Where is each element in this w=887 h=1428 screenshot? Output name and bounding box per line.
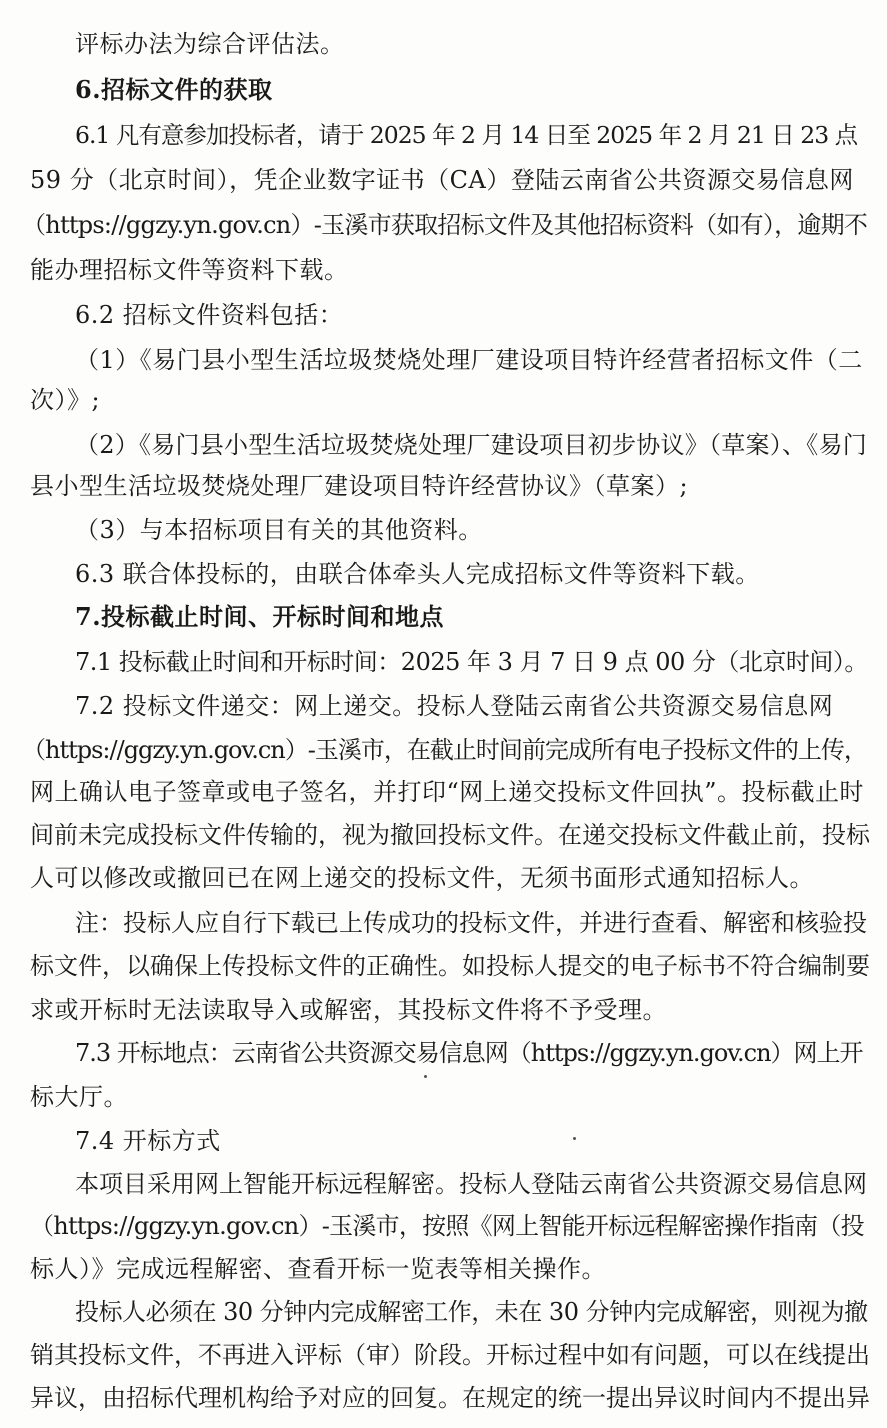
text-line: （https://ggzy.yn.gov.cn）-玉溪市获取招标文件及其他招标资料（如有），逾期不	[22, 211, 868, 239]
text-line: 6.1 凡有意参加投标者，请于 2025 年 2 月 14 日至 2025 年 2 月 21 日 23 点	[75, 121, 858, 149]
text-line: 标大厅。	[30, 1083, 128, 1111]
text-line: 求或开标时无法读取导入或解密，其投标文件将不予受理。	[30, 996, 667, 1024]
section-heading: 7.投标截止时间、开标时间和地点	[75, 602, 445, 631]
text-line: 评标办法为综合评估法。	[75, 30, 345, 58]
scan-speck	[573, 1137, 576, 1140]
text-line: 人可以修改或撤回已在网上递交的投标文件，无须书面形式通知招标人。	[30, 864, 814, 892]
text-line: （https://ggzy.yn.gov.cn）-玉溪市，按照《网上智能开标远程解密操作指南（投	[30, 1212, 864, 1240]
list-item: （2）《易门县小型生活垃圾焚烧处理厂建设项目初步协议》（草案）、《易门	[75, 431, 868, 459]
text-line: 7.1 投标截止时间和开标时间：2025 年 3 月 7 日 9 点 00 分（北京时间）。	[75, 648, 868, 676]
note-line: 注：投标人应自行下载已上传成功的投标文件，并进行查看、解密和核验投	[75, 909, 867, 937]
text-line: 县小型生活垃圾焚烧处理厂建设项目特许经营协议》（草案）;	[30, 472, 689, 500]
text-line: 异议，由招标代理机构给予对应的回复。在规定的统一提出异议时间内不提出异	[30, 1384, 870, 1412]
list-item: （3）与本招标项目有关的其他资料。	[75, 516, 483, 544]
section-heading: 6.招标文件的获取	[75, 75, 273, 104]
list-item: （1）《易门县小型生活垃圾焚烧处理厂建设项目特许经营者招标文件（二	[75, 346, 863, 374]
text-line: 能办理招标文件等资料下载。	[30, 256, 349, 284]
text-line: 6.3 联合体投标的，由联合体牵头人完成招标文件等资料下载。	[75, 560, 760, 588]
text-line: 标人）》完成远程解密、查看开标一览表等相关操作。	[30, 1255, 606, 1283]
text-line: 销其投标文件，不再进入评标（审）阶段。开标过程中如有问题，可以在线提出	[30, 1341, 870, 1369]
text-line: 59 分（北京时间），凭企业数字证书（CA）登陆云南省公共资源交易信息网	[30, 166, 854, 194]
text-line: 标文件，以确保上传投标文件的正确性。如投标人提交的电子标书不符合编制要	[30, 952, 870, 980]
text-line: 间前未完成投标文件传输的，视为撤回投标文件。在递交投标文件截止前，投标	[30, 821, 870, 849]
text-line: 网上确认电子签章或电子签名，并打印“网上递交投标文件回执”。投标截止时	[30, 778, 865, 806]
text-line: 次）》;	[30, 386, 101, 414]
text-line: 7.3 开标地点：云南省公共资源交易信息网（https://ggzy.yn.gov.cn）网上开	[75, 1039, 863, 1067]
text-line: （https://ggzy.yn.gov.cn）-玉溪市，在截止时间前完成所有电子投标文件的上传，	[22, 736, 867, 764]
subsection-title: 7.4 开标方式	[75, 1127, 221, 1155]
text-line: 投标人必须在 30 分钟内完成解密工作，未在 30 分钟内完成解密，则视为撤	[75, 1298, 868, 1326]
text-line: 6.2 招标文件资料包括：	[75, 301, 344, 329]
text-line: 7.2 投标文件递交：网上递交。投标人登陆云南省公共资源交易信息网	[75, 692, 834, 720]
text-line: 本项目采用网上智能开标远程解密。投标人登陆云南省公共资源交易信息网	[75, 1170, 867, 1198]
scan-speck	[424, 1075, 427, 1078]
